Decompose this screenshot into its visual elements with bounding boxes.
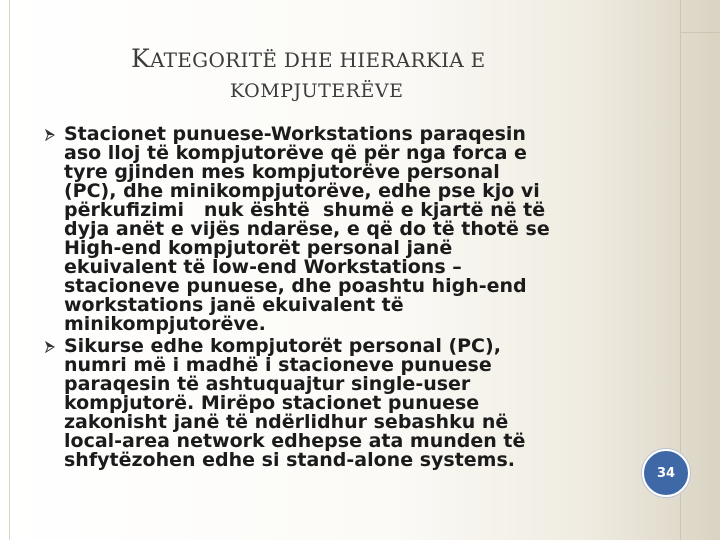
page-number: 34 [656,465,676,481]
bullet-list [44,125,624,470]
bullet-text-line: përkufizimi nuk është shumë e kjartë në të [64,199,546,221]
bullet-text-line: ekuivalent të low-end Workstations – [64,256,462,278]
bullet-text-line: aso lloj të kompjutorëve që për nga forca e [64,142,527,164]
bullet-text-line: zakonisht janë të ndërlidhur sebashku në [64,411,509,433]
bullet-text-line: workstations janë ekuivalent të [64,294,404,316]
bullet-text-line: kompjutorë. Mirëpo stacionet punuese [64,392,480,414]
bullet-text-line: Stacionet punuese-Workstations paraqesin [64,123,526,145]
slide-title-line-1: KATEGORITË DHE HIERARKIA E [131,44,486,73]
bullet-text-line: tyre gjinden mes kompjutorëve personal [64,161,500,183]
bullet-text-line: numri më i madhë i stacioneve punuese [64,354,492,376]
page-number-badge [642,449,690,497]
bullet-item-single-user [44,337,624,470]
slide-title-line-2: KOMPJUTERËVE [230,80,404,102]
bullet-text-line: shfytëzohen edhe si stand-alone systems. [64,449,516,471]
top-corner-line [681,32,720,33]
bullet-text-line: (PC), dhe minikompjutorëve, edhe pse kjo vi [64,180,540,202]
left-border-line [9,0,10,540]
bullet-text-line: High-end kompjutorët personal janë [64,237,453,259]
arrow-bullet-icon [44,129,56,141]
bullet-text-line: paraqesin të ashtuquajtur single-user [64,373,471,395]
bullet-text-line: stacioneve punuese, dhe poashtu high-end [64,275,527,297]
bullet-text-line: dyja anët e vijës ndarëse, e që do të thotë se [64,218,550,240]
bullet-text-line: Sikurse edhe kompjutorët personal (PC), [64,335,501,357]
bullet-text-line: local-area network edhepse ata munden të [64,430,526,452]
bullet-item-workstations [44,125,624,334]
bullet-text-line: minikompjutorëve. [64,313,266,335]
arrow-bullet-icon [44,341,56,353]
